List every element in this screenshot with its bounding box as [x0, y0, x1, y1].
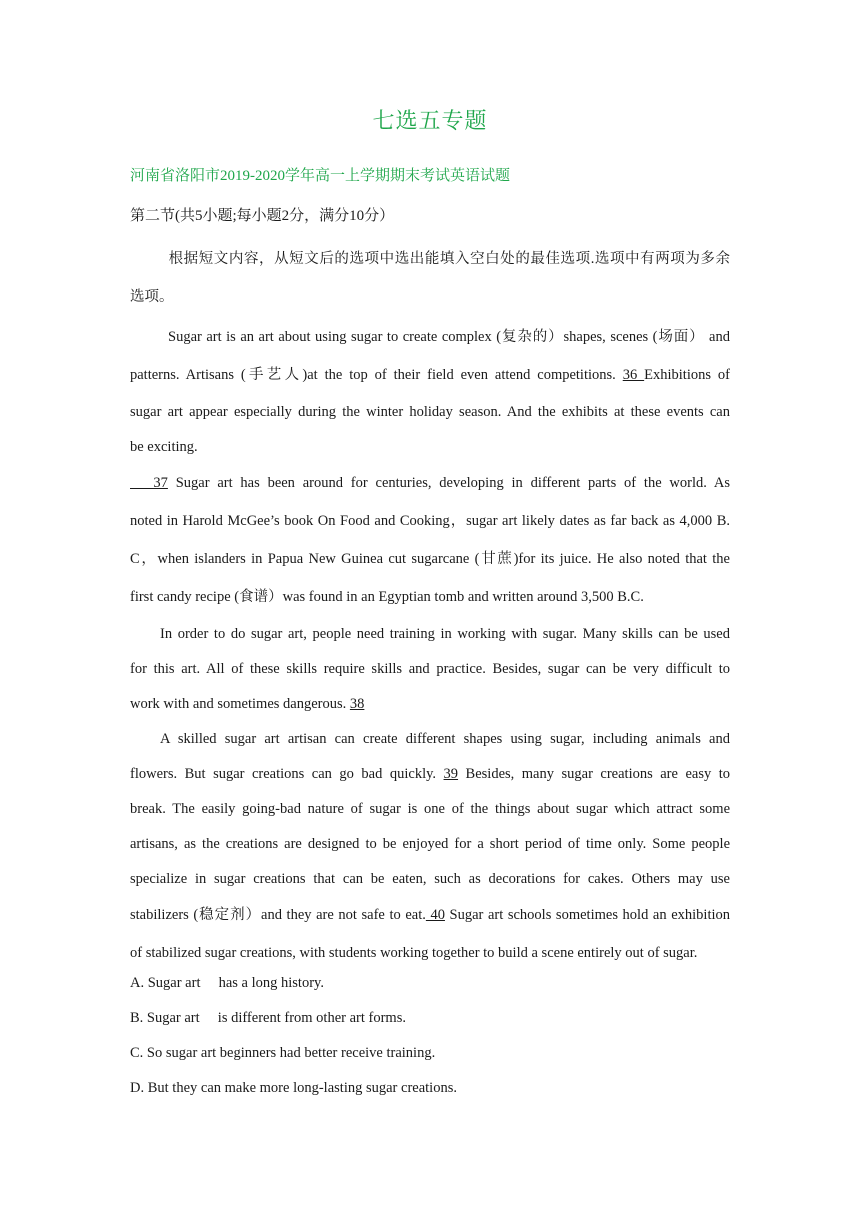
- p4-line-6b: Sugar art schools sometimes hold an exhibition: [444, 907, 730, 923]
- p4-line-2a: flowers. But sugar creations can go bad quickly.: [130, 766, 444, 782]
- p2-line-3: C，when islanders in Papua New Guinea cut sugarcane (甘蔗)for its juice. He also noted that the: [130, 551, 730, 567]
- blank-39[interactable]: 39: [443, 766, 459, 782]
- p4-line-6a: stabilizers (稳定剂）and they are not safe to eat.: [130, 907, 426, 923]
- option-c[interactable]: C. So sugar art beginners had better receive training.: [130, 1045, 436, 1061]
- p4-line-3: break. The easily going-bad nature of sugar is one of the things about sugar which attract some: [130, 801, 730, 817]
- instructions-paragraph: [130, 240, 730, 316]
- page-title: 七选五专题: [372, 108, 488, 133]
- p1-line-2a: patterns. Artisans (手艺人)at the top of their field even attend competitions.: [130, 367, 623, 383]
- instructions-line-1: 根据短文内容，从短文后的选项中选出能填入空白处的最佳选项.选项中有两项为多余: [168, 251, 730, 267]
- p3-line-1: In order to do sugar art, people need training in working with sugar. Many skills can be used: [160, 626, 730, 642]
- p3-line-3: work with and sometimes dangerous.: [130, 696, 350, 712]
- option-b[interactable]: B. Sugar art is different from other art forms.: [130, 1010, 406, 1026]
- blank-38[interactable]: 38: [349, 696, 365, 712]
- p4-line-4: artisans, as the creations are designed to be enjoyed for a short period of time only. Some people: [130, 836, 730, 852]
- p4-line-7: of stabilized sugar creations, with students working together to build a scene entirely out of sugar.: [130, 945, 698, 961]
- p2-line-4: first candy recipe (食谱）was found in an Egyptian tomb and written around 3,500 B.C.: [130, 589, 644, 605]
- p4-line-5: specialize in sugar creations that can be eaten, such as decorations for cakes. Others may use: [130, 871, 730, 887]
- p4-line-1: A skilled sugar art artisan can create different shapes using sugar, including animals and: [160, 731, 730, 747]
- passage-paragraph-1: [130, 318, 730, 464]
- p1-line-2b: Exhibitions of: [644, 367, 730, 383]
- passage-paragraph-3: [130, 617, 730, 722]
- passage-paragraph-2: [130, 464, 730, 616]
- exam-source-subtitle: 河南省洛阳市2019-2020学年高一上学期期末考试英语试题: [130, 168, 510, 184]
- section-heading: 第二节(共5小题;每小题2分，满分10分）: [130, 208, 395, 224]
- blank-37[interactable]: 37: [130, 475, 168, 491]
- p1-line-3: sugar art appear especially during the winter holiday season. And the exhibits at these events can: [130, 404, 730, 420]
- p1-line-1: Sugar art is an art about using sugar to create complex (复杂的）shapes, scenes (场面） and: [168, 329, 730, 345]
- p2-line-1: Sugar art has been around for centuries, developing in different parts of the world. As: [167, 475, 730, 491]
- option-a[interactable]: A. Sugar art has a long history.: [130, 975, 324, 991]
- blank-40[interactable]: 40: [425, 907, 445, 923]
- passage-paragraph-4: [130, 722, 730, 972]
- blank-36[interactable]: 36: [622, 367, 645, 383]
- option-d[interactable]: D. But they can make more long-lasting sugar creations.: [130, 1080, 457, 1096]
- instructions-line-2: 选项。: [130, 289, 174, 305]
- p2-line-2: noted in Harold McGee’s book On Food and Cooking，sugar art likely dates as far back as 4,000 B.: [130, 513, 730, 529]
- p4-line-2b: Besides, many sugar creations are easy to: [458, 766, 730, 782]
- p3-line-2: for this art. All of these skills require skills and practice. Besides, sugar can be very difficult to: [130, 661, 730, 677]
- p1-line-4: be exciting.: [130, 439, 198, 455]
